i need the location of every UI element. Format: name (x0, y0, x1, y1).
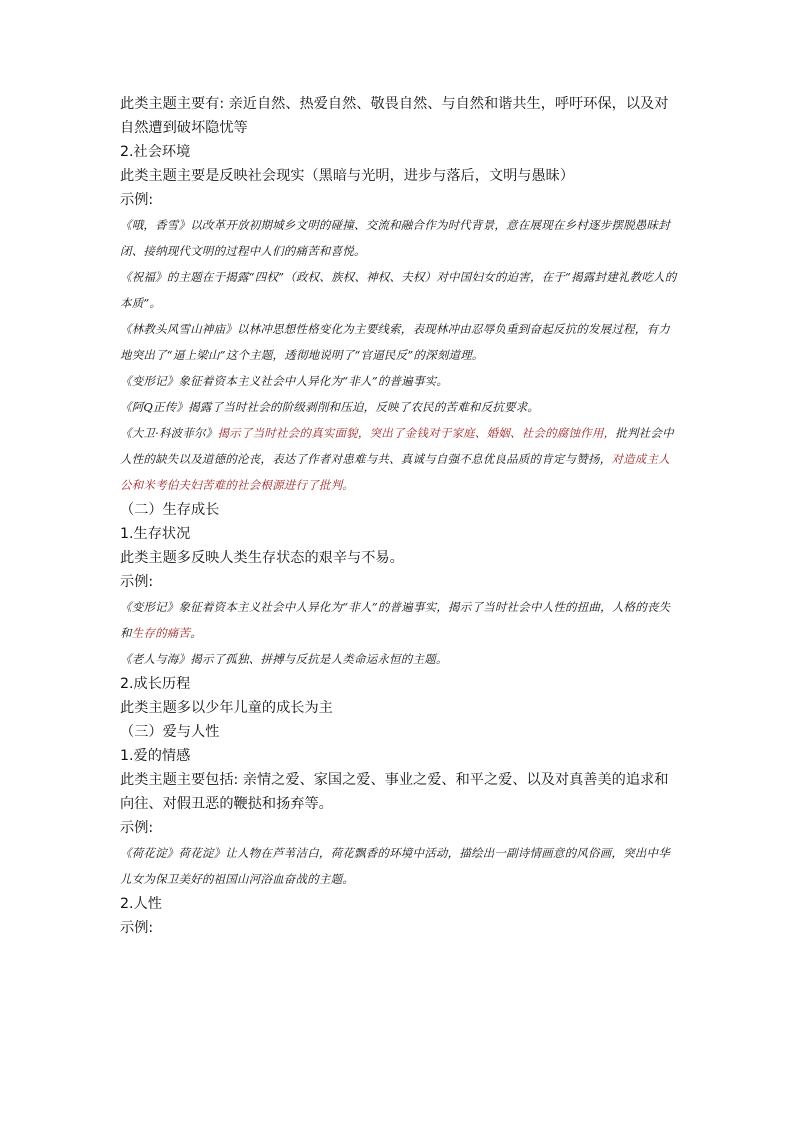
example-linchong: 《林教头风雪山神庙》以林冲思想性格变化为主要线索，表现林冲由忍辱负重到奋起反抗的发展过程，有力地突出了“逼上梁山”这个主题，透彻地说明了“官逼民反”的深刻道理。 (120, 322, 670, 362)
example-title: 《大卫·科波菲尔》 (120, 426, 218, 440)
highlighted-text: 揭示了当时社会的真实面貌，突出了金钱对于家庭、婚姻、社会的腐蚀作用， (217, 426, 616, 440)
example-ah-q: 《阿Q正传》揭露了当时社会的阶级剥削和压迫，反映了农民的苦难和反抗要求。 (120, 400, 540, 414)
heading-survival-status: 1.生存状况 (120, 526, 191, 542)
example-body: 批判社会中人性的缺失以及道德的沦丧，表达了作者对患难与共、真诚与自强不息优良品质的肯定与赞扬， (120, 426, 674, 466)
example-body: 《变形记》象征着资本主义社会中人异化为“非人”的普遍事实，揭示了当时社会中人性的扭曲，人格的丧失和 (120, 600, 671, 640)
example-label: 示例: (120, 820, 154, 836)
heading-love-humanity: （三）爱与人性 (120, 724, 220, 740)
example-metamorphosis-2 (120, 594, 680, 646)
heading-humanity: 2.人性 (120, 896, 162, 912)
example-label: 示例: (120, 574, 154, 590)
heading-love: 1.爱的情感 (120, 748, 191, 764)
highlighted-text: 对造成主人公和米考伯夫妇苦难的社会根源进行了批判。 (120, 452, 670, 492)
example-old-man-sea: 《老人与海》揭示了孤独、拼搏与反抗是人类命运永恒的主题。 (120, 652, 448, 666)
example-label: 示例: (120, 920, 154, 936)
example-david-copperfield (120, 420, 680, 498)
example-label: 示例: (120, 192, 154, 208)
example-end: 。 (190, 626, 202, 640)
example-hehuadian: 《荷花淀》荷花淀》让人物在芦苇洁白，荷花飘香的环境中活动，描绘出一副诗情画意的风俗画，突出中华儿女为保卫美好的祖国山河浴血奋战的主题。 (120, 846, 670, 886)
heading-survival-growth: （二）生存成长 (120, 502, 220, 518)
document-page (120, 92, 680, 940)
highlighted-text: 生存的痛苦 (131, 626, 191, 640)
paragraph-social: 此类主题主要是反映社会现实（黑暗与光明，进步与落后，文明与愚昧） (120, 168, 575, 184)
paragraph-survival: 此类主题多反映人类生存状态的艰辛与不易。 (120, 550, 404, 566)
example-zhufu: 《祝福》的主题在于揭露“四权”（政权、族权、神权、夫权）对中国妇女的迫害，在于“揭露封建礼教吃人的本质”。 (120, 270, 677, 310)
heading-social-environment: 2.社会环境 (120, 144, 191, 160)
paragraph-nature: 此类主题主要有: 亲近自然、热爱自然、敬畏自然、与自然和谐共生，呼吁环保，以及对自然遭到破坏隐忧等 (120, 96, 669, 136)
example-metamorphosis: 《变形记》象征着资本主义社会中人异化为“非人”的普遍事实。 (120, 374, 449, 388)
paragraph-growth: 此类主题多以少年儿童的成长为主 (120, 700, 333, 716)
heading-growth: 2.成长历程 (120, 676, 191, 692)
example-xiangxue: 《哦，香雪》以改革开放初期城乡文明的碰撞、交流和融合作为时代背景，意在展现在乡村逐步摆脱愚昧封闭、接纳现代文明的过程中人们的痛苦和喜悦。 (120, 218, 670, 258)
paragraph-love: 此类主题主要包括: 亲情之爱、家国之爱、事业之爱、和平之爱、以及对真善美的追求和向往、对假丑恶的鞭挞和扬弃等。 (120, 772, 669, 812)
